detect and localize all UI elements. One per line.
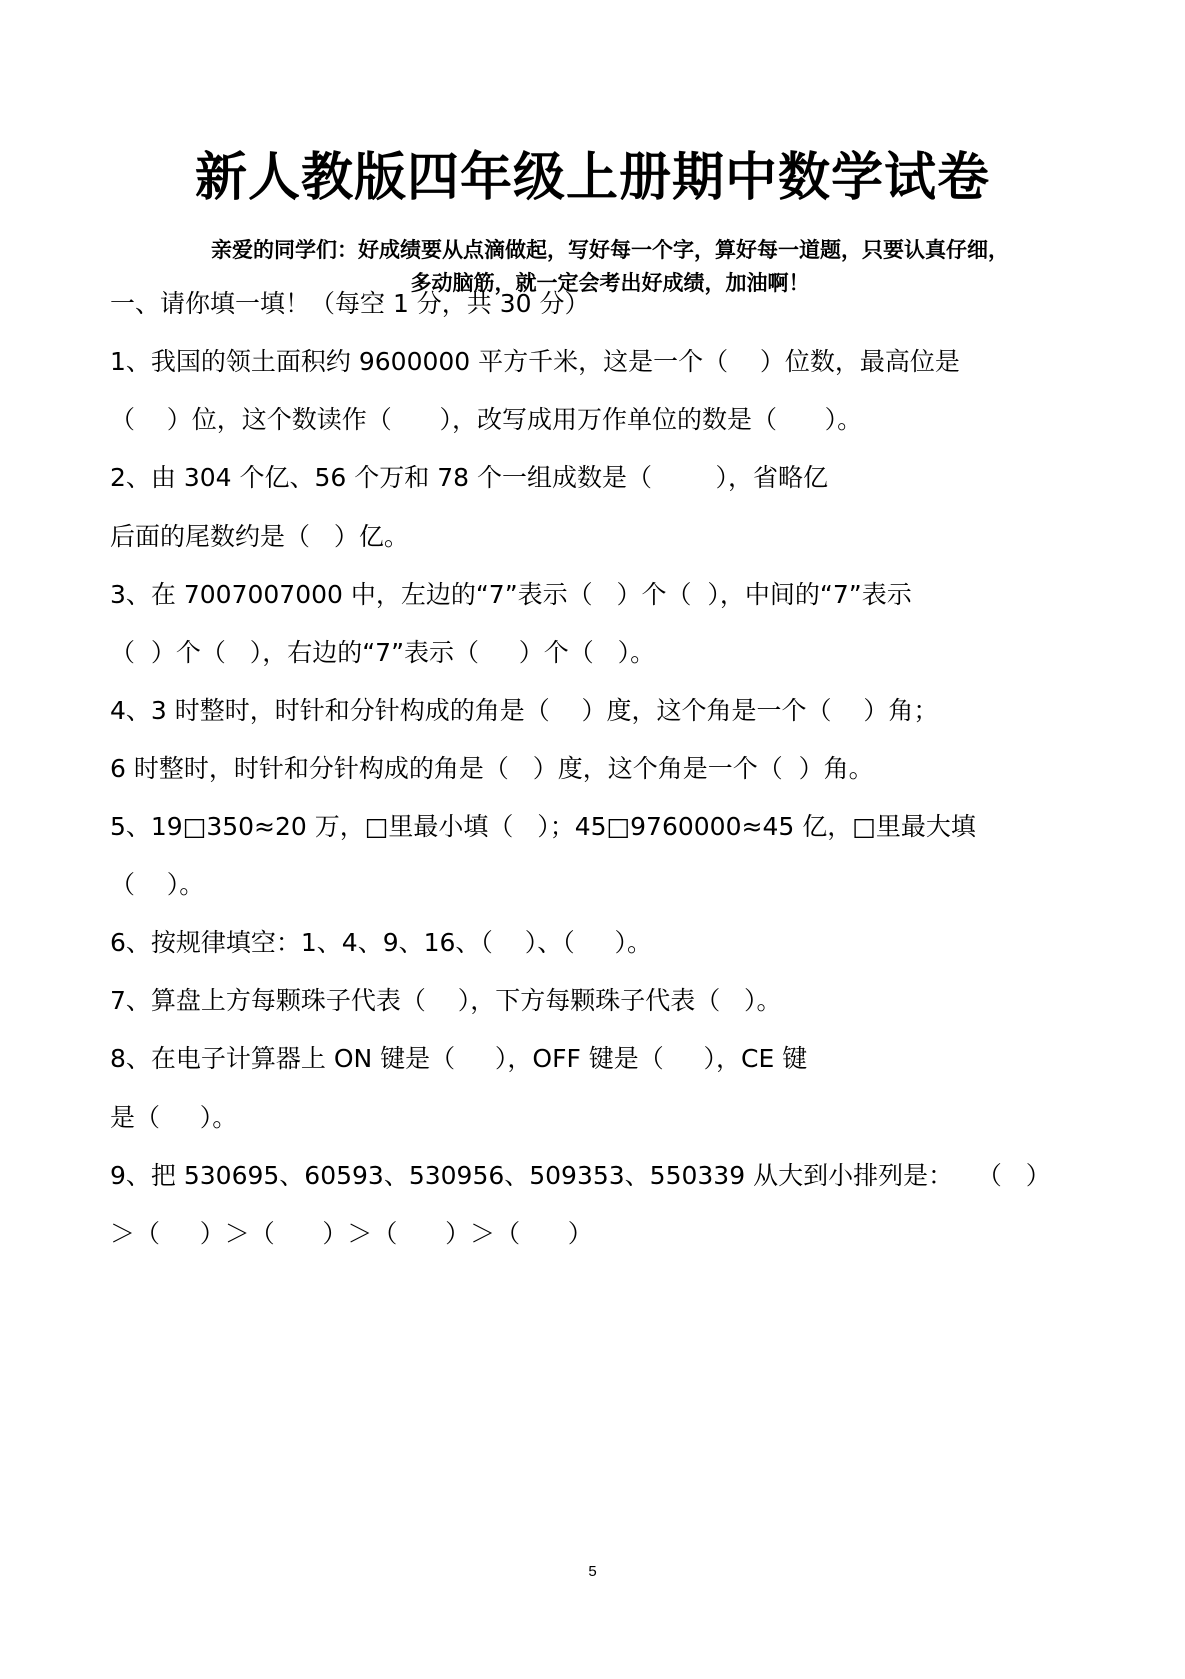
intro-line-2: 多动脑筋，就一定会考出好成绩，加油啊！ (410, 271, 810, 295)
intro-line-1: 亲爱的同学们：好成绩要从点滴做起，写好每一个字，算好每一道题，只要认真仔细， (211, 238, 1009, 262)
question-2-line-2: 后面的尾数约是（ ）亿。 (110, 522, 409, 551)
question-1-line-1: 1、我国的领土面积约 9600000 平方千米，这是一个（ ）位数，最高位是 (110, 347, 960, 376)
question-5-line-2: （ ）。 (110, 870, 205, 899)
question-4-line-1: 4、3 时整时，时针和分针构成的角是（ ）度，这个角是一个（ ）角； (110, 696, 939, 725)
question-9-line-1: 9、把 530695、60593、530956、509353、550339 从大到小排列是： （ ） (110, 1161, 1051, 1190)
question-9-line-2: ＞（ ）＞（ ）＞（ ）＞（ ） (110, 1219, 593, 1248)
question-8-line-1: 8、在电子计算器上 ON 键是（ ），OFF 键是（ ），CE 键 (110, 1044, 808, 1073)
question-4-line-2: 6 时整时，时针和分针构成的角是（ ）度，这个角是一个（ ）角。 (110, 754, 874, 783)
question-1-line-2: （ ）位，这个数读作（ ），改写成用万作单位的数是（ ）。 (110, 405, 863, 434)
question-3-line-1: 3、在 7007007000 中，左边的“7”表示（ ）个（ ），中间的“7”表示 (110, 580, 912, 609)
question-7-line-1: 7、算盘上方每颗珠子代表（ ），下方每颗珠子代表（ ）。 (110, 986, 782, 1015)
question-8-line-2: 是（ ）。 (110, 1103, 238, 1132)
question-6-line-1: 6、按规律填空：1、4、9、16、（ ）、（ ）。 (110, 928, 652, 957)
question-3-line-2: （ ）个（ ），右边的“7”表示（ ）个（ ）。 (110, 638, 656, 667)
question-5-line-1: 5、19□350≈20 万，□里最小填（ ）；45□9760000≈45 亿，□里最大填 (110, 812, 976, 841)
section-heading: 一、请你填一填！（每空 1 分，共 30 分） (110, 289, 590, 318)
page-number: 5 (588, 1563, 597, 1580)
exam-title: 新人教版四年级上册期中数学试卷 (194, 147, 990, 208)
question-2-line-1: 2、由 304 个亿、56 个万和 78 个一组成数是（ ），省略亿 (110, 463, 829, 492)
